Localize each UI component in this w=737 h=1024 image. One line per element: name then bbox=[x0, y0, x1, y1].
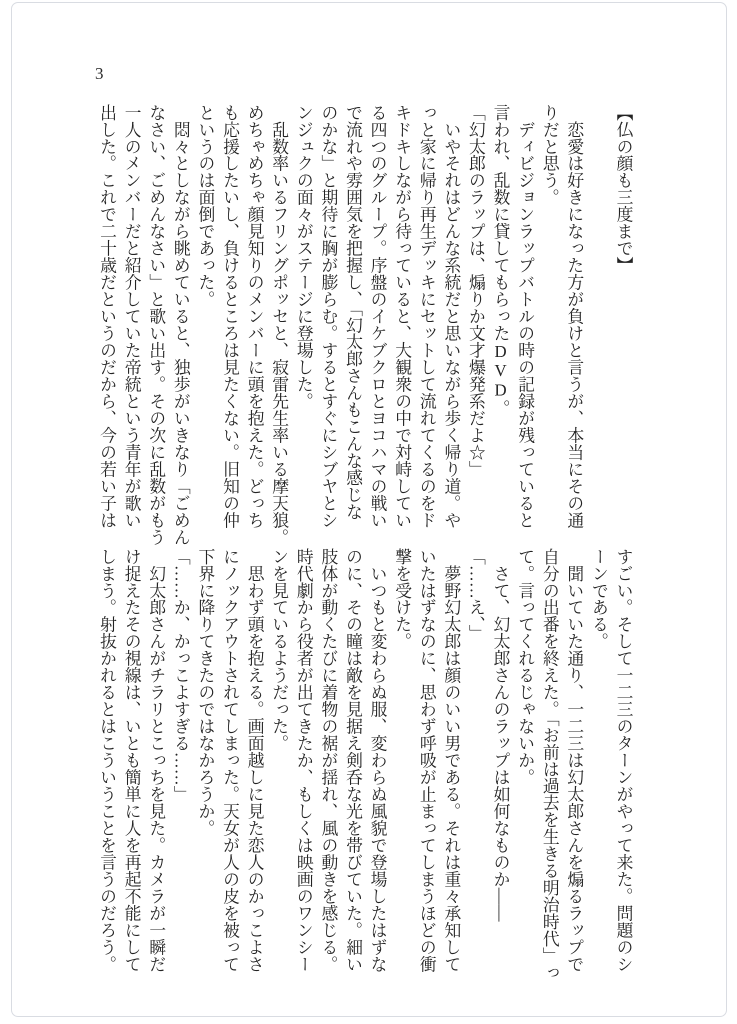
text-line: 乱数率いるフリングポッセと、寂雷先生率いる摩天狼。 bbox=[269, 104, 289, 546]
text-line: 出した。これで二十歳だというのだから、今の若い子は bbox=[97, 104, 117, 529]
text-line: て。言ってくれるじゃないか。 bbox=[515, 548, 535, 786]
text-line: 悶々としながら眺めていると、独歩がいきなり「ごめん bbox=[171, 104, 191, 546]
text-line: キドキしながら待っていると、大観衆の中で対峙してい bbox=[392, 104, 412, 529]
text-line: け捉えたその視線は、いとも簡単に人を再起不能にして bbox=[122, 548, 142, 973]
text-line: のかな」と期待に胸が膨らむ。するとすぐにシブヤとシ bbox=[318, 104, 338, 529]
text-line: 恋愛は好きになった方が負けと言うが、本当にその通 bbox=[564, 104, 584, 529]
text-line: 「幻太郎のラップは、煽りか文才爆発系だよ☆」 bbox=[466, 104, 486, 478]
text-line: ディビジョンラップバトルの時の記録が残っていると bbox=[515, 104, 535, 529]
text-line: いつもと変わらぬ服、変わらぬ風貌で登場したはずな bbox=[368, 548, 388, 973]
text-line: しまう。射抜かれるとはこういうことを言うのだろう。 bbox=[97, 548, 117, 973]
text-line: 【仏の顔も三度まで】 bbox=[614, 104, 633, 274]
text-line: 撃を受けた。 bbox=[392, 548, 412, 650]
text-line: る四つのグループ。序盤のイケブクロとヨコハマの戦い bbox=[368, 104, 388, 529]
text-line: 言われ、乱数に貸してもらったDVD。 bbox=[491, 104, 511, 417]
text-line: 「……か、かっこよすぎる……」 bbox=[171, 548, 191, 803]
text-line: も応援したいし、負けるところは見たくない。旧知の仲 bbox=[220, 104, 240, 529]
text-block-top bbox=[94, 104, 635, 546]
text-line: すごい。そして一二三のターンがやって来た。問題のシ bbox=[614, 548, 633, 973]
text-line: 下界に降りてきたのではなかろうか。 bbox=[195, 548, 215, 837]
text-line: 夢野幻太郎は顔のいい男である。それは重々承知して bbox=[441, 548, 461, 973]
text-line: なさい、ごめんなさい」と歌い出す。その次に乱数がもう bbox=[146, 104, 166, 546]
text-line: ンを見ているようだった。 bbox=[269, 548, 289, 752]
text-line: 肢体が動くたびに着物の裾が揺れ、風の動きを感じる。 bbox=[318, 548, 338, 973]
text-line: 自分の出番を終えた。「お前は過去を生きる明治時代」っ bbox=[540, 548, 560, 982]
text-line: 「……え、」 bbox=[466, 548, 486, 642]
text-line: 幻太郎さんがチラリとこっちを見た。カメラが一瞬だ bbox=[146, 548, 166, 973]
text-line: っと家に帰り再生デッキにセットして流れてくるのをド bbox=[417, 104, 437, 529]
text-line: めちゃめちゃ顔見知りのメンバーに頭を抱えた。どっち bbox=[245, 104, 265, 529]
text-line: というのは面倒であった。 bbox=[195, 104, 215, 308]
text-line: 思わず頭を抱える。画面越しに見た恋人のかっこよさ bbox=[245, 548, 265, 973]
text-line: ーンである。 bbox=[589, 548, 609, 650]
text-line: いたはずなのに、思わず呼吸が止まってしまうほどの衝 bbox=[417, 548, 437, 973]
text-line: で流れや雰囲気を把握し、「幻太郎さんもこんな感じな bbox=[343, 104, 363, 521]
text-line: 聞いていた通り、一二三は幻太郎さんを煽るラップで bbox=[564, 548, 584, 973]
text-line: さて、幻太郎さんのラップは如何なものか―― bbox=[491, 548, 511, 922]
text-line: のに、その瞳は敵を見据え剣呑な光を帯びていた。細い bbox=[343, 548, 363, 973]
text-line: 一人のメンバーだと紹介していた帝統という青年が歌い bbox=[122, 104, 142, 529]
text-line bbox=[586, 104, 611, 546]
text-line: いやそれはどんな系統だと思いながら歩く帰り道。や bbox=[441, 104, 461, 529]
text-block-bottom bbox=[94, 548, 635, 990]
text-line: 時代劇から役者が出てきたか、もしくは映画のワンシー bbox=[294, 548, 314, 973]
text-line: ンジュクの面々がステージに登場した。 bbox=[294, 104, 314, 410]
text-line: にノックアウトされてしまった。天女が人の皮を被って bbox=[220, 548, 240, 973]
novel-page bbox=[11, 2, 727, 1017]
text-line: りだと思う。 bbox=[540, 104, 560, 206]
page-number: 3 bbox=[95, 64, 104, 83]
